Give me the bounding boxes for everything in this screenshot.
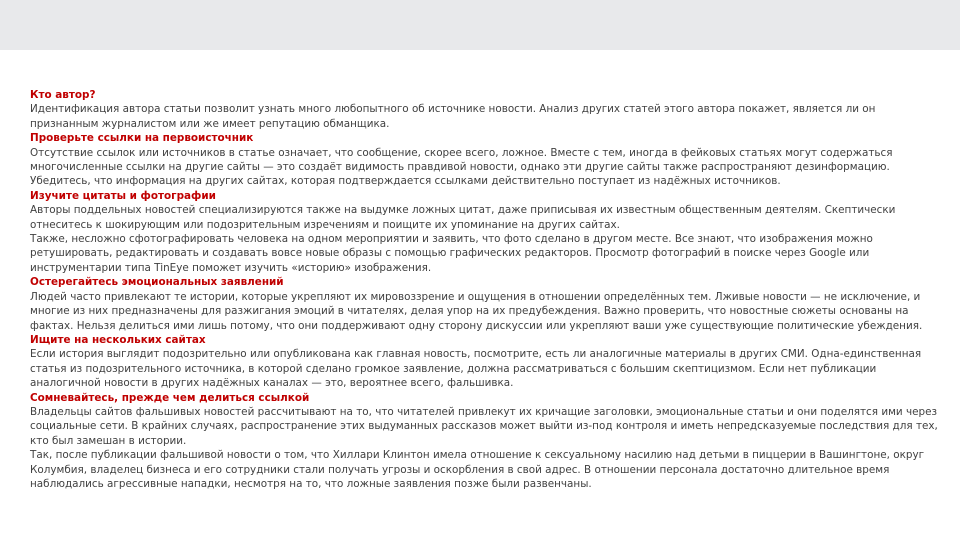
section-heading: Сомневайтесь, прежде чем делиться ссылкой (30, 391, 310, 404)
section-paragraph: Авторы поддельных новостей специализируются также на выдумке ложных цитат, даже приписывая их известным общественным деятелям. Скептически отнеситесь к шокирующим или подозрительным изречениям и поищите их упоминание на других сайтах. (30, 204, 896, 231)
section-paragraph: Также, несложно сфотографировать человека на одном мероприятии и заявить, что фото сделано в другом месте. Все знают, что изображения можно ретушировать, редактировать и создавать вовсе новые образы с помощью графических редакторов. Просмотр фотографий в поиске через Google или инструментарии типа TinEye поможет изучить «историю» изображения. (30, 233, 873, 274)
section-paragraph: Так, после публикации фальшивой новости о том, что Хиллари Клинтон имела отношение к сексуальному насилию над детьми в пиццерии в Вашингтоне, округ Колумбия, владелец бизнеса и его сотрудники стали получать угрозы и оскорбления в свой адрес. В отношении персонала достаточно длительное время наблюдались агрессивные нападки, несмотря на то, что ложные заявления позже были развенчаны. (30, 449, 925, 490)
section-paragraph: Идентификация автора статьи позволит узнать много любопытного об источнике новости. Анализ других статей этого автора покажет, является ли он признанным журналистом или же имеет репутацию обманщика. (30, 103, 876, 130)
section-paragraph: Владельцы сайтов фальшивых новостей рассчитывают на то, что читателей привлекут их кричащие заголовки, эмоциональные статьи и они поделятся ими через социальные сети. В крайних случаях, распространение этих выдуманных рассказов может выйти из-под контроля и иметь непредсказуемые последствия для тех, кто был замешан в истории. (30, 405, 938, 447)
section-heading: Кто автор? (30, 89, 96, 101)
section-paragraph: Отсутствие ссылок или источников в статье означает, что сообщение, скорее всего, ложное. Вместе с тем, иногда в фейковых статьях могут содержаться многочисленные ссылки на другие сайты — это создаёт видимость правдивой новости, однако эти другие сайты также распространяют дезинформацию. Убедитесь, что информация на других сайтах, которая подтверждается ссылками действительно поступает из надёжных источников. (30, 146, 893, 188)
slide-header-band (0, 0, 960, 50)
section-paragraph: Людей часто привлекают те истории, которые укрепляют их мировоззрение и ощущения в отношении определённых тем. Лживые новости — не исключение, и многие из них предназначены для разжигания эмоций в читателях, делая упор на их предубеждения. Важно проверить, что новостные сюжеты основаны на фактах. Нельзя делиться ими лишь потому, что они поддерживают одну сторону дискуссии или укрепляют ваши уже существующие политические убеждения. (30, 290, 923, 332)
slide-body (30, 88, 945, 491)
section-heading: Изучите цитаты и фотографии (30, 189, 216, 202)
section-paragraph: Если история выглядит подозрительно или опубликована как главная новость, посмотрите, есть ли аналогичные материалы в других СМИ. Одна-единственная статья из подозрительного источника, в которой сделано громкое заявление, должна рассматриваться с большим скептицизмом. Если нет публикации аналогичной новости в других надёжных каналах — это, вероятнее всего, фальшивка. (30, 348, 922, 390)
section-heading: Ищите на нескольких сайтах (30, 333, 206, 346)
section-heading: Остерегайтесь эмоциональных заявлений (30, 276, 284, 289)
section-heading: Проверьте ссылки на первоисточник (30, 132, 254, 145)
